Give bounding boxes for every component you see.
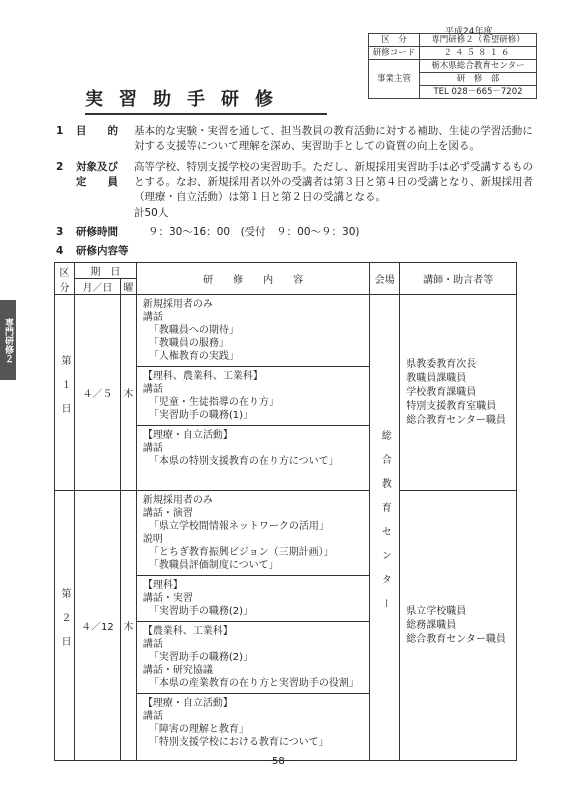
header-content: 研 修 内 容 <box>136 263 369 295</box>
content-line: 「とちぎ教育振興ビジョン（三期計画）」 <box>148 547 334 558</box>
section-label: 研修時間 <box>76 226 118 238</box>
lecturer-line: 教職員課職員 <box>406 372 467 384</box>
side-tab: 専門研修２ <box>0 300 16 380</box>
table-row <box>55 295 517 491</box>
content-line: 「教職員評価制度について」 <box>148 560 279 571</box>
host-dept: 研 修 部 <box>420 73 537 86</box>
section-label: 研修内容等 <box>76 245 129 257</box>
content-line: 「実習助手の職務(1)」 <box>148 410 254 421</box>
content-block <box>137 694 369 752</box>
content-line: 【理科、農業科、工業科】 <box>142 371 263 382</box>
header-dow: 曜 <box>120 279 136 295</box>
content-line: 講話 <box>142 443 163 454</box>
section-text: ９：30～16：00 (受付 ９：00～９：30) <box>148 226 360 238</box>
section-extra: 計50人 <box>134 207 169 219</box>
content-line: 「人権教育の実践」 <box>148 351 239 362</box>
content-block <box>137 426 369 471</box>
lecturer-cell <box>400 295 517 491</box>
content-line: 「教職員の服務」 <box>148 338 229 349</box>
content-line: 講話・実習 <box>142 593 193 604</box>
fiscal-year: 平成24年度 <box>445 27 493 37</box>
content-line: 講話 <box>142 711 163 722</box>
content-line: 【農業科、工業科】 <box>142 626 233 637</box>
section-text: 基本的な実験・実習を通して、担当教員の教育活動に対する補助、生徒の学習活動に対する支援等について理解を深め、実習助手としての資質の向上を図る。 <box>134 125 533 152</box>
date-cell: ４／５ <box>74 295 120 491</box>
page-title: 実習助手研修 <box>85 85 327 115</box>
content-block <box>137 295 369 367</box>
content-block <box>137 491 369 576</box>
info-value: 栃木県総合教育センター <box>420 60 537 73</box>
schedule-table <box>54 262 517 761</box>
lecturer-line: 特別支援教育室職員 <box>406 400 497 412</box>
lecturer-line: 学校教育課職員 <box>406 386 477 398</box>
lecturer-line: 総合教育センター職員 <box>406 633 506 645</box>
header-date-top: 期 日 <box>74 263 136 279</box>
content-line: 説明 <box>142 534 163 545</box>
content-line: 「実習助手の職務(2)」 <box>148 652 254 663</box>
info-value: ２４５８１６ <box>420 47 537 60</box>
content-line: 【理療・自立活動】 <box>142 698 233 709</box>
lecturer-line: 総務課職員 <box>406 619 457 631</box>
content-line: 講話・研究協議 <box>142 665 213 676</box>
section-number: 2 <box>56 161 64 173</box>
date-cell: ４／12 <box>74 491 120 761</box>
content-block <box>137 622 369 694</box>
page-number: －58－ <box>262 756 295 767</box>
header-venue: 会場 <box>370 263 400 295</box>
content-cell <box>136 295 369 491</box>
content-block <box>137 576 369 622</box>
info-key: 事業主管 <box>369 60 420 99</box>
venue-label: 総合教育センター <box>379 430 391 622</box>
section-number: 1 <box>56 125 64 137</box>
content-line: 「県立学校間情報ネットワークの活用」 <box>148 521 329 532</box>
header-lecturer: 講師・助言者等 <box>400 263 517 295</box>
dow-cell: 木 <box>120 295 136 491</box>
section-text: 高等学校、特別支援学校の実習助手。ただし、新規採用実習助手は必ず受講するものとする。なお、新規採用者以外の受講者は第３日と第４日の受講となり、新規採用者（理療・自立活動）は第１日と第２日の受講となる。 <box>134 161 533 203</box>
info-value: 専門研修２（希望研修） <box>420 34 537 47</box>
lecturer-line: 県立学校職員 <box>406 605 467 617</box>
content-line: 【理療・自立活動】 <box>142 430 233 441</box>
content-line: 講話 <box>142 312 163 323</box>
content-line: 「児童・生徒指導の在り方」 <box>148 397 279 408</box>
section-label: 目 的 <box>76 125 118 137</box>
content-line: 講話 <box>142 639 163 650</box>
dow-cell: 木 <box>120 491 136 761</box>
lecturer-line: 総合教育センター職員 <box>406 414 506 426</box>
content-line: 「障害の理解と教育」 <box>148 724 249 735</box>
section-label: 対象及び定 員 <box>76 161 118 188</box>
content-line: 「本県の産業教育の在り方と実習助手の役割」 <box>148 678 359 689</box>
day-label: 第２日 <box>58 588 70 660</box>
content-block <box>137 367 369 426</box>
content-line: 【理科】 <box>142 580 183 591</box>
table-row <box>55 491 517 761</box>
content-line: 講話 <box>142 384 163 395</box>
header-division: 区分 <box>55 263 75 295</box>
day-label: 第１日 <box>58 355 70 427</box>
content-line: 「実習助手の職務(2)」 <box>148 606 254 617</box>
header-date: 月／日 <box>74 279 120 295</box>
section-number: 4 <box>56 245 64 257</box>
content-line: 「本県の特別支援教育の在り方について」 <box>148 456 339 467</box>
course-info-table <box>368 33 537 99</box>
lecturer-cell <box>400 491 517 761</box>
content-line: 「教職員への期待」 <box>148 325 239 336</box>
content-line: 講話・演習 <box>142 508 193 519</box>
content-line: 「特別支援学校における教育について」 <box>148 737 329 748</box>
info-key: 研修コード <box>369 47 420 60</box>
content-cell <box>136 491 369 761</box>
info-key: 区 分 <box>369 34 420 47</box>
content-line: 新規採用者のみ <box>142 299 213 310</box>
section-purpose <box>56 124 63 139</box>
lecturer-line: 県教委教育次長 <box>406 358 477 370</box>
content-line: 新規採用者のみ <box>142 495 213 506</box>
host-tel: TEL 028－665－7202 <box>420 86 537 99</box>
section-number: 3 <box>56 226 64 238</box>
